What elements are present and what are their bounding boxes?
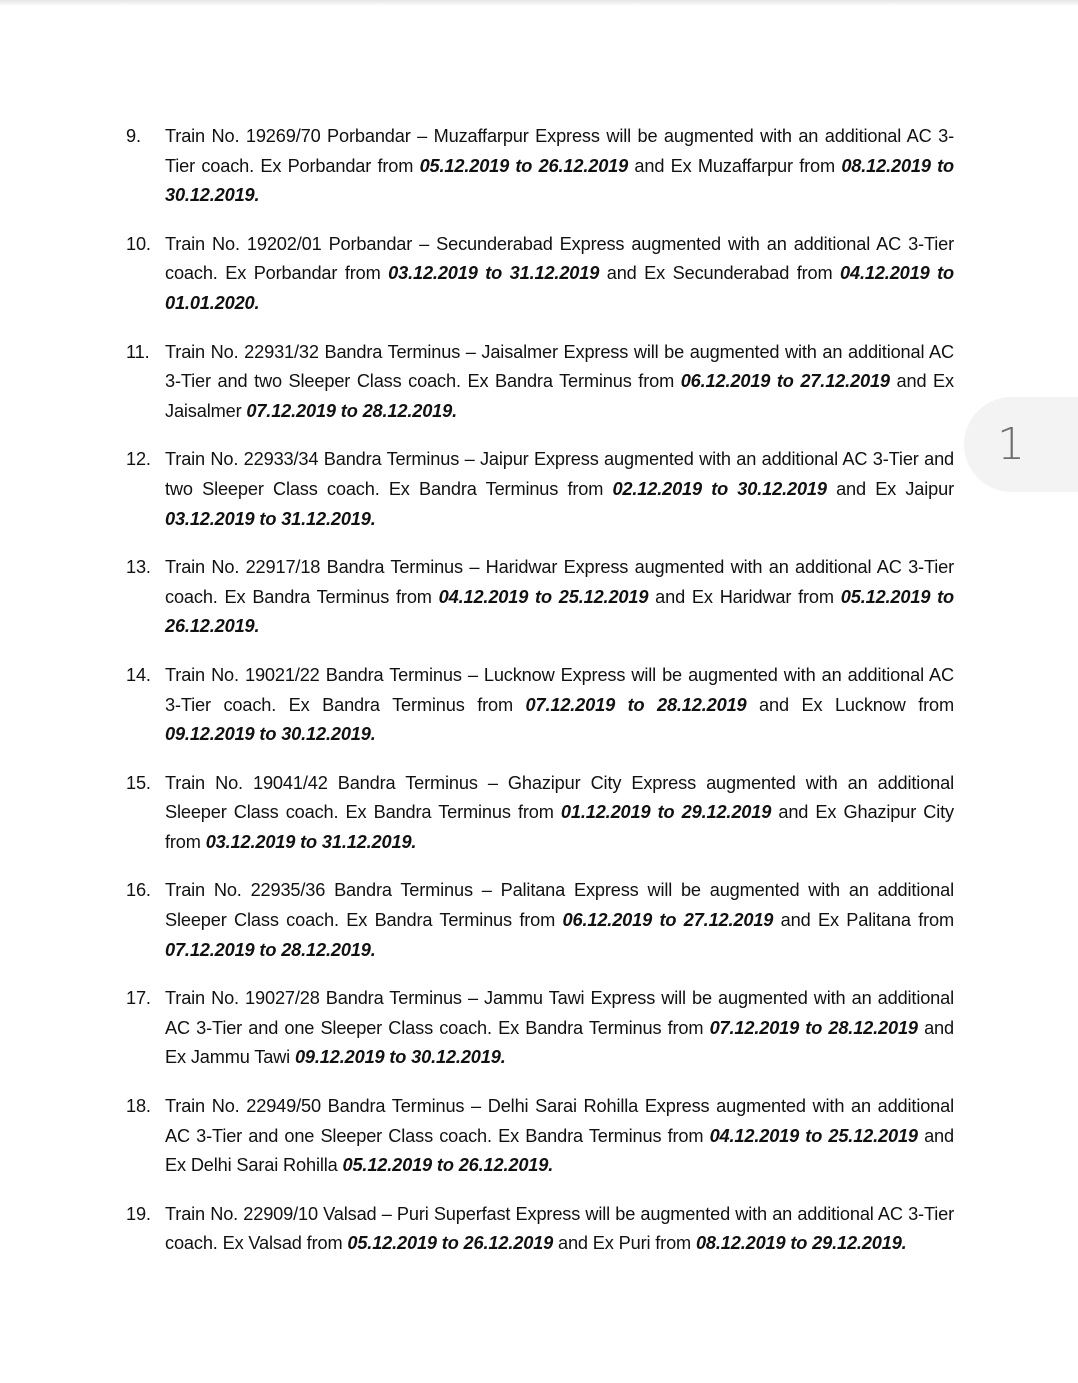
item-date-range: 04.12.2019 to 25.12.2019 [709, 1125, 918, 1146]
item-date-range: 09.12.2019 to 30.12.2019. [294, 1047, 506, 1068]
item-text: and Ex Muzaffarpur from [628, 155, 842, 176]
train-augmentation-list [126, 122, 954, 1278]
item-text: Train No. 22917/18 Bandra Terminus – Haridwar Express augmented with an additional AC 3-Tier coach. Ex Bandra Terminus from [165, 557, 954, 607]
item-text: and Ex Haridwar from [648, 586, 841, 607]
item-date-range: 04.12.2019 to 25.12.2019 [438, 586, 649, 607]
item-date-range: 06.12.2019 to 27.12.2019 [562, 910, 774, 931]
page-number-indicator[interactable] [964, 397, 1078, 492]
item-text: and Ex Jammu Tawi [165, 1017, 954, 1068]
item-text: and Ex Jaipur [826, 478, 954, 499]
item-text: Train No. 19021/22 Bandra Terminus – Lucknow Express will be augmented with an additional AC 3-Tier coach. Ex Bandra Terminus from [165, 664, 954, 715]
item-number: 14. [126, 664, 151, 685]
item-number: 19. [126, 1203, 151, 1224]
list-item [126, 984, 954, 1073]
item-date-range: 08.12.2019 to 29.12.2019. [695, 1233, 907, 1254]
item-date-range: 02.12.2019 to 30.12.2019 [612, 478, 827, 499]
item-date-range: 03.12.2019 to 31.12.2019. [205, 831, 417, 852]
item-date-range: 05.12.2019 to 26.12.2019. [165, 586, 955, 637]
list-item [126, 1200, 954, 1259]
item-text: and Ex Ghazipur City from [165, 802, 954, 852]
item-number: 16. [126, 880, 151, 901]
item-date-range: 01.12.2019 to 29.12.2019 [560, 802, 772, 823]
list-item [126, 122, 954, 211]
item-date-range: 07.12.2019 to 28.12.2019 [709, 1017, 918, 1038]
item-text: and Ex Jaisalmer [165, 371, 954, 421]
item-number: 11. [126, 341, 150, 362]
item-date-range: 08.12.2019 to 30.12.2019. [165, 155, 955, 206]
item-text: Train No. 19202/01 Porbandar – Secunderabad Express augmented with an additional AC 3-Tier coach. Ex Porbandar from [165, 233, 954, 284]
item-number: 17. [126, 988, 151, 1009]
item-number: 18. [126, 1096, 151, 1117]
item-text: Train No. 22933/34 Bandra Terminus – Jaipur Express augmented with an additional AC 3-Tier and two Sleeper Class coach. Ex Bandra Terminus from [165, 449, 954, 499]
item-text: and Ex Secunderabad from [599, 263, 841, 284]
list-item [126, 338, 954, 427]
list-item [126, 230, 954, 319]
item-text: Train No. 22935/36 Bandra Terminus – Palitana Express will be augmented with an additional Sleeper Class coach. Ex Bandra Terminus from [165, 880, 954, 931]
list-item [126, 553, 954, 642]
item-text: Train No. 22909/10 Valsad – Puri Superfast Express will be augmented with an additional AC 3-Tier coach. Ex Valsad from [165, 1203, 954, 1254]
item-text: Train No. 22949/50 Bandra Terminus – Delhi Sarai Rohilla Express augmented with an additional AC 3-Tier and one Sleeper Class coach. Ex Bandra Terminus from [165, 1096, 954, 1146]
item-date-range: 05.12.2019 to 26.12.2019. [342, 1155, 554, 1176]
item-number: 10. [126, 233, 151, 254]
page-number: 1 [997, 419, 1025, 470]
item-date-range: 09.12.2019 to 30.12.2019. [165, 724, 376, 745]
list-item [126, 876, 954, 965]
item-text: Train No. 22931/32 Bandra Terminus – Jaisalmer Express will be augmented with an additional AC 3-Tier and two Sleeper Class coach. Ex Bandra Terminus from [165, 341, 954, 392]
item-text: and Ex Palitana from [773, 910, 954, 931]
item-text: Train No. 19027/28 Bandra Terminus – Jammu Tawi Express will be augmented with an additional AC 3-Tier and one Sleeper Class coach. Ex Bandra Terminus from [165, 988, 954, 1038]
item-date-range: 03.12.2019 to 31.12.2019 [388, 263, 600, 284]
item-date-range: 04.12.2019 to 01.01.2020. [165, 263, 954, 313]
item-date-range: 03.12.2019 to 31.12.2019. [165, 508, 376, 529]
item-number: 12. [126, 449, 151, 470]
item-date-range: 07.12.2019 to 28.12.2019. [165, 939, 376, 960]
item-text: and Ex Lucknow from [746, 694, 954, 715]
item-date-range: 07.12.2019 to 28.12.2019 [525, 694, 747, 715]
item-date-range: 07.12.2019 to 28.12.2019. [246, 400, 458, 421]
list-item [126, 1092, 954, 1181]
item-date-range: 05.12.2019 to 26.12.2019 [347, 1233, 554, 1254]
item-date-range: 06.12.2019 to 27.12.2019 [680, 371, 890, 392]
list-item [126, 445, 954, 534]
list-item [126, 661, 954, 750]
item-date-range: 05.12.2019 to 26.12.2019 [419, 155, 629, 176]
item-text: and Ex Delhi Sarai Rohilla [165, 1125, 954, 1176]
item-number: 13. [126, 557, 151, 578]
item-text: and Ex Puri from [553, 1233, 696, 1254]
item-text: Train No. 19269/70 Porbandar – Muzaffarpur Express will be augmented with an additional AC 3-Tier coach. Ex Porbandar from [165, 126, 954, 176]
item-text: Train No. 19041/42 Bandra Terminus – Ghazipur City Express augmented with an additional Sleeper Class coach. Ex Bandra Terminus from [165, 772, 954, 823]
list-item [126, 769, 954, 858]
item-number: 9. [126, 126, 141, 146]
item-number: 15. [126, 772, 151, 793]
